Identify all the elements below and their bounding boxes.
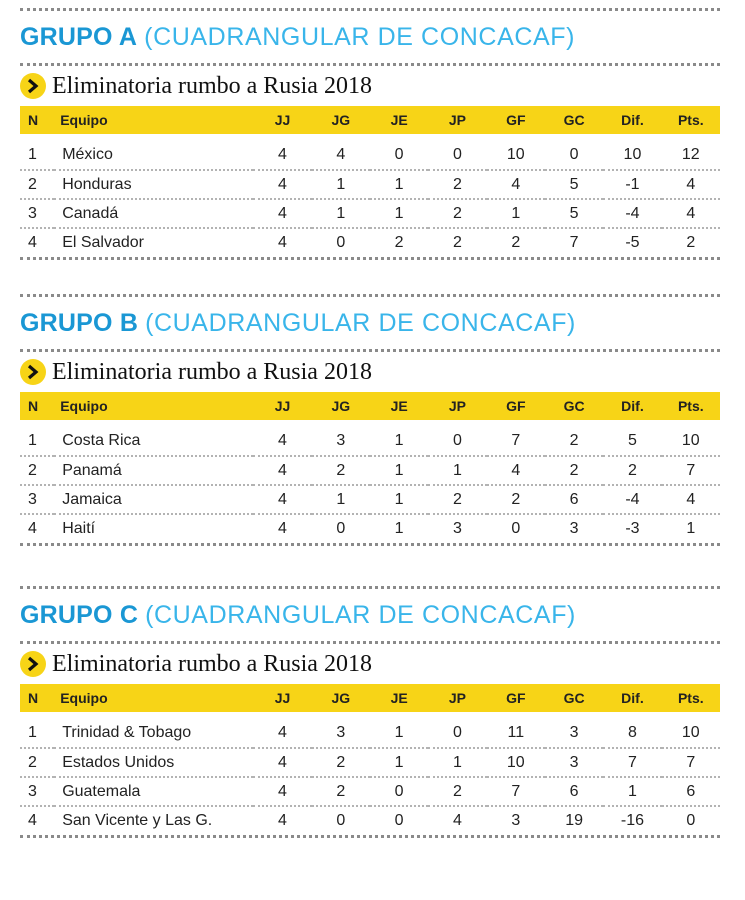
table-row: [20, 748, 720, 777]
cell-dif: -4: [603, 485, 661, 514]
table-row: [20, 427, 720, 456]
cell-jp: 2: [453, 234, 462, 251]
cell-pts: 7: [662, 456, 720, 485]
col-header-gf: GF: [506, 112, 526, 128]
cell-jp: 0: [428, 141, 486, 170]
cell-jp: 3: [453, 520, 462, 537]
cell-je: 2: [394, 234, 404, 251]
cell-je: 1: [370, 719, 428, 748]
table-row: [20, 199, 720, 228]
cell-team: Trinidad & Tobago: [54, 719, 253, 748]
col-header-pts: Pts.: [677, 112, 704, 128]
cell-pts: 0: [686, 812, 696, 829]
table-header-row: [20, 106, 720, 134]
col-header-gc: GC: [563, 690, 585, 706]
cell-jp: 1: [428, 748, 486, 777]
cell-pts: 10: [662, 719, 720, 748]
col-header-jg: JG: [331, 690, 351, 706]
cell-rank: 2: [20, 456, 54, 485]
group-b-section: [20, 294, 720, 546]
cell-jg: 4: [312, 141, 370, 170]
cell-jg: 3: [312, 427, 370, 456]
cell-gf: 0: [511, 520, 521, 537]
cell-gc: 5: [545, 170, 603, 199]
cell-rank: 3: [20, 777, 54, 806]
cell-pts: 1: [686, 520, 696, 537]
cell-gc: 3: [545, 719, 603, 748]
cell-pts: 6: [662, 777, 720, 806]
cell-rank: 1: [20, 719, 54, 748]
table-row: [20, 456, 720, 485]
col-header-dif: Dif.: [621, 112, 644, 128]
cell-jp: 2: [428, 485, 486, 514]
standings-table: [20, 684, 720, 835]
cell-dif: -3: [625, 520, 640, 537]
cell-dif: 5: [603, 427, 661, 456]
cell-pts: 2: [686, 234, 696, 251]
cell-jg: 0: [336, 520, 346, 537]
col-header-n: N: [28, 112, 39, 128]
chevron-right-icon: [20, 359, 46, 385]
cell-jj: 4: [253, 170, 311, 199]
col-header-gf: GF: [506, 398, 526, 414]
cell-jg: 0: [336, 234, 346, 251]
cell-rank: 1: [20, 427, 54, 456]
cell-jj: 4: [253, 141, 311, 170]
cell-team: Honduras: [54, 170, 253, 199]
col-header-jj: JJ: [274, 398, 291, 414]
col-header-pts: Pts.: [677, 398, 704, 414]
chevron-right-icon: [20, 73, 46, 99]
cell-team: Jamaica: [54, 485, 253, 514]
cell-jj: 4: [253, 777, 311, 806]
col-header-gc: GC: [563, 112, 585, 128]
cell-gf: 10: [487, 748, 545, 777]
cell-gc: 2: [545, 427, 603, 456]
chevron-right-icon: [20, 651, 46, 677]
cell-jg: 2: [312, 777, 370, 806]
cell-jp: 2: [428, 199, 486, 228]
col-header-dif: Dif.: [621, 690, 644, 706]
standings-table: [20, 106, 720, 257]
col-header-dif: Dif.: [621, 398, 644, 414]
cell-gf: 2: [511, 234, 521, 251]
cell-rank: 1: [20, 141, 54, 170]
cell-rank: 2: [20, 748, 54, 777]
cell-jp: 0: [428, 719, 486, 748]
cell-team: Haití: [62, 520, 96, 537]
col-header-jj: JJ: [274, 690, 291, 706]
group-title: [20, 11, 720, 63]
cell-jp: 0: [428, 427, 486, 456]
cell-gf: 10: [487, 141, 545, 170]
col-header-jg: JG: [331, 112, 351, 128]
col-header-je: JE: [390, 398, 408, 414]
cell-je: 1: [394, 520, 404, 537]
cell-gc: 6: [545, 485, 603, 514]
group-c-section: [20, 586, 720, 838]
cell-team: Estados Unidos: [54, 748, 253, 777]
table-row: [20, 514, 720, 543]
cell-dif: 10: [603, 141, 661, 170]
table-row: [20, 141, 720, 170]
cell-gf: 1: [487, 199, 545, 228]
cell-jp: 1: [428, 456, 486, 485]
col-header-n: N: [28, 690, 39, 706]
col-header-team: Equipo: [60, 690, 108, 706]
cell-jj: 4: [253, 485, 311, 514]
cell-team: Canadá: [54, 199, 253, 228]
cell-rank: 3: [20, 199, 54, 228]
group-a-section: [20, 8, 720, 260]
cell-team: México: [54, 141, 253, 170]
col-header-team: Equipo: [60, 398, 108, 414]
col-header-jj: JJ: [274, 112, 291, 128]
cell-je: 1: [370, 199, 428, 228]
group-subtitle: (CUADRANGULAR DE CONCACAF): [144, 22, 576, 51]
cell-gf: 4: [487, 170, 545, 199]
cell-jj: 4: [253, 199, 311, 228]
cell-je: 1: [370, 427, 428, 456]
cell-dif: -1: [603, 170, 661, 199]
cell-je: 1: [370, 748, 428, 777]
group-title: [20, 297, 720, 349]
cell-jj: 4: [253, 427, 311, 456]
cell-gf: 3: [511, 812, 521, 829]
group-name: GRUPO C: [20, 600, 139, 629]
cell-rank: 4: [28, 234, 37, 251]
cell-dif: 8: [603, 719, 661, 748]
cell-gc: 3: [545, 748, 603, 777]
col-header-gf: GF: [506, 690, 526, 706]
bottom-dotted-divider: [20, 257, 720, 260]
cell-jg: 2: [312, 456, 370, 485]
cell-pts: 7: [662, 748, 720, 777]
table-row: [20, 806, 720, 835]
cell-jg: 3: [312, 719, 370, 748]
col-header-team: Equipo: [60, 112, 108, 128]
table-header-row: [20, 684, 720, 712]
cell-gc: 5: [545, 199, 603, 228]
group-title: [20, 589, 720, 641]
group-name: GRUPO B: [20, 308, 139, 337]
cell-je: 0: [394, 812, 404, 829]
table-row: [20, 170, 720, 199]
cell-gf: 11: [487, 719, 545, 748]
group-subtitle: (CUADRANGULAR DE CONCACAF): [145, 308, 576, 337]
cell-jj: 4: [278, 812, 287, 829]
cell-dif: 1: [603, 777, 661, 806]
cell-team: Costa Rica: [54, 427, 253, 456]
cell-dif: -4: [603, 199, 661, 228]
subtitle-row: [20, 644, 720, 684]
cell-pts: 10: [662, 427, 720, 456]
cell-pts: 4: [662, 170, 720, 199]
cell-pts: 4: [662, 199, 720, 228]
cell-je: 1: [370, 456, 428, 485]
table-row: [20, 485, 720, 514]
cell-gc: 7: [569, 234, 579, 251]
cell-gf: 7: [487, 427, 545, 456]
col-header-jp: JP: [448, 398, 467, 414]
cell-je: 1: [370, 170, 428, 199]
cell-jg: 1: [312, 485, 370, 514]
table-row: [20, 777, 720, 806]
cell-rank: 4: [28, 812, 37, 829]
cell-je: 0: [370, 777, 428, 806]
cell-jg: 1: [312, 199, 370, 228]
subtitle-text: Eliminatoria rumbo a Rusia 2018: [52, 72, 372, 99]
cell-jj: 4: [253, 719, 311, 748]
cell-team: San Vicente y Las G.: [62, 812, 213, 829]
cell-gc: 19: [565, 812, 584, 829]
subtitle-row: [20, 66, 720, 106]
col-header-jp: JP: [448, 112, 467, 128]
cell-pts: 4: [662, 485, 720, 514]
cell-pts: 12: [662, 141, 720, 170]
cell-dif: -5: [625, 234, 640, 251]
cell-jg: 0: [336, 812, 346, 829]
cell-rank: 3: [20, 485, 54, 514]
cell-jp: 4: [453, 812, 462, 829]
col-header-gc: GC: [563, 398, 585, 414]
col-header-pts: Pts.: [677, 690, 704, 706]
cell-gc: 0: [545, 141, 603, 170]
cell-dif: -16: [620, 812, 644, 829]
cell-gf: 2: [487, 485, 545, 514]
bottom-dotted-divider: [20, 543, 720, 546]
table-row: [20, 228, 720, 257]
subtitle-text: Eliminatoria rumbo a Rusia 2018: [52, 358, 372, 385]
col-header-je: JE: [390, 690, 408, 706]
cell-gf: 4: [487, 456, 545, 485]
cell-gc: 2: [545, 456, 603, 485]
cell-rank: 2: [20, 170, 54, 199]
col-header-je: JE: [390, 112, 408, 128]
cell-rank: 4: [28, 520, 37, 537]
cell-jg: 2: [312, 748, 370, 777]
cell-jg: 1: [312, 170, 370, 199]
subtitle-row: [20, 352, 720, 392]
cell-jj: 4: [278, 234, 287, 251]
cell-team: Panamá: [54, 456, 253, 485]
cell-team: El Salvador: [62, 234, 145, 251]
cell-jj: 4: [253, 748, 311, 777]
cell-jp: 2: [428, 777, 486, 806]
cell-gc: 3: [569, 520, 579, 537]
col-header-jp: JP: [448, 690, 467, 706]
cell-gf: 7: [487, 777, 545, 806]
group-name: GRUPO A: [20, 22, 138, 51]
cell-jj: 4: [278, 520, 287, 537]
cell-je: 0: [370, 141, 428, 170]
group-subtitle: (CUADRANGULAR DE CONCACAF): [145, 600, 576, 629]
cell-team: Guatemala: [54, 777, 253, 806]
cell-jp: 2: [428, 170, 486, 199]
subtitle-text: Eliminatoria rumbo a Rusia 2018: [52, 650, 372, 677]
table-row: [20, 719, 720, 748]
cell-dif: 7: [603, 748, 661, 777]
cell-je: 1: [370, 485, 428, 514]
table-header-row: [20, 392, 720, 420]
col-header-jg: JG: [331, 398, 351, 414]
cell-jj: 4: [253, 456, 311, 485]
standings-table: [20, 392, 720, 543]
cell-dif: 2: [603, 456, 661, 485]
bottom-dotted-divider: [20, 835, 720, 838]
cell-gc: 6: [545, 777, 603, 806]
col-header-n: N: [28, 398, 39, 414]
